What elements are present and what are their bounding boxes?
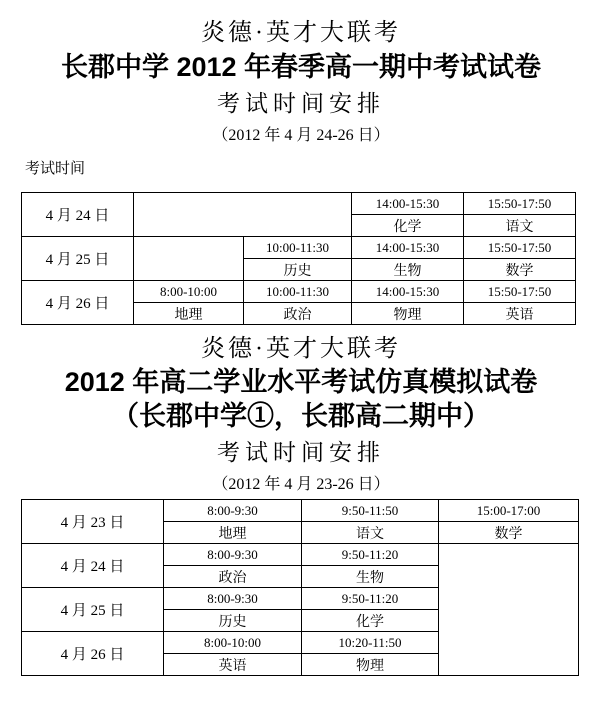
time-cell: 9:50-11:20 (302, 544, 439, 566)
time-cell: 8:00-9:30 (164, 544, 302, 566)
subject-cell: 物理 (302, 654, 439, 676)
subject-cell: 语文 (464, 215, 576, 237)
section2-title-line2: （长郡中学①，长郡高二期中） (112, 401, 490, 431)
time-cell: 14:00-15:30 (352, 237, 464, 259)
subject-cell: 生物 (352, 259, 464, 281)
time-cell: 8:00-10:00 (164, 632, 302, 654)
empty-afternoon-cell (439, 544, 579, 676)
date-cell: 4 月 26 日 (22, 281, 134, 325)
subject-cell: 地理 (134, 303, 244, 325)
date-cell: 4 月 24 日 (22, 544, 164, 588)
subject-cell: 地理 (164, 522, 302, 544)
table-row (22, 193, 576, 215)
section2-subtitle: 考试时间安排 (217, 440, 385, 465)
time-cell: 15:50-17:50 (464, 193, 576, 215)
section1-title: 长郡中学 2012 年春季高一期中考试试卷 (60, 52, 542, 82)
table-row (22, 281, 576, 303)
time-cell: 14:00-15:30 (352, 193, 464, 215)
empty-slot-cell (134, 237, 244, 281)
exam-time-label: 考试时间 (25, 161, 86, 177)
subject-cell: 历史 (244, 259, 352, 281)
time-cell: 14:00-15:30 (352, 281, 464, 303)
date-cell: 4 月 24 日 (22, 193, 134, 237)
subject-cell: 化学 (352, 215, 464, 237)
subject-cell: 政治 (164, 566, 302, 588)
subject-cell: 英语 (164, 654, 302, 676)
schedule-table-senior2 (21, 499, 579, 676)
subject-cell: 物理 (352, 303, 464, 325)
schedule-table-senior1 (21, 192, 576, 325)
time-cell: 10:00-11:30 (244, 237, 352, 259)
subject-cell: 化学 (302, 610, 439, 632)
time-cell: 15:50-17:50 (464, 237, 576, 259)
date-cell: 4 月 23 日 (22, 500, 164, 544)
subject-cell: 生物 (302, 566, 439, 588)
date-cell: 4 月 25 日 (22, 237, 134, 281)
time-cell: 10:00-11:30 (244, 281, 352, 303)
table-row (22, 500, 579, 522)
time-cell: 8:00-10:00 (134, 281, 244, 303)
section2-date-range: （2012 年 4 月 23-26 日） (212, 476, 390, 493)
time-cell: 10:20-11:50 (302, 632, 439, 654)
section1-subtitle: 考试时间安排 (217, 91, 385, 116)
date-cell: 4 月 26 日 (22, 632, 164, 676)
time-cell: 9:50-11:20 (302, 588, 439, 610)
time-cell: 8:00-9:30 (164, 588, 302, 610)
section1-date-range: （2012 年 4 月 24-26 日） (212, 127, 390, 144)
time-cell: 8:00-9:30 (164, 500, 302, 522)
section2-brand-line: 炎德·英才大联考 (201, 336, 401, 362)
time-cell: 15:00-17:00 (439, 500, 579, 522)
subject-cell: 数学 (464, 259, 576, 281)
subject-cell: 政治 (244, 303, 352, 325)
empty-slot-cell (134, 193, 352, 237)
subject-cell: 数学 (439, 522, 579, 544)
subject-cell: 语文 (302, 522, 439, 544)
time-cell: 9:50-11:50 (302, 500, 439, 522)
date-cell: 4 月 25 日 (22, 588, 164, 632)
table-row (22, 544, 579, 566)
section2-title-line1: 2012 年高二学业水平考试仿真模拟试卷 (64, 367, 538, 397)
time-cell: 15:50-17:50 (464, 281, 576, 303)
table-row (22, 237, 576, 259)
section1-brand-line: 炎德·英才大联考 (201, 20, 401, 46)
subject-cell: 英语 (464, 303, 576, 325)
subject-cell: 历史 (164, 610, 302, 632)
